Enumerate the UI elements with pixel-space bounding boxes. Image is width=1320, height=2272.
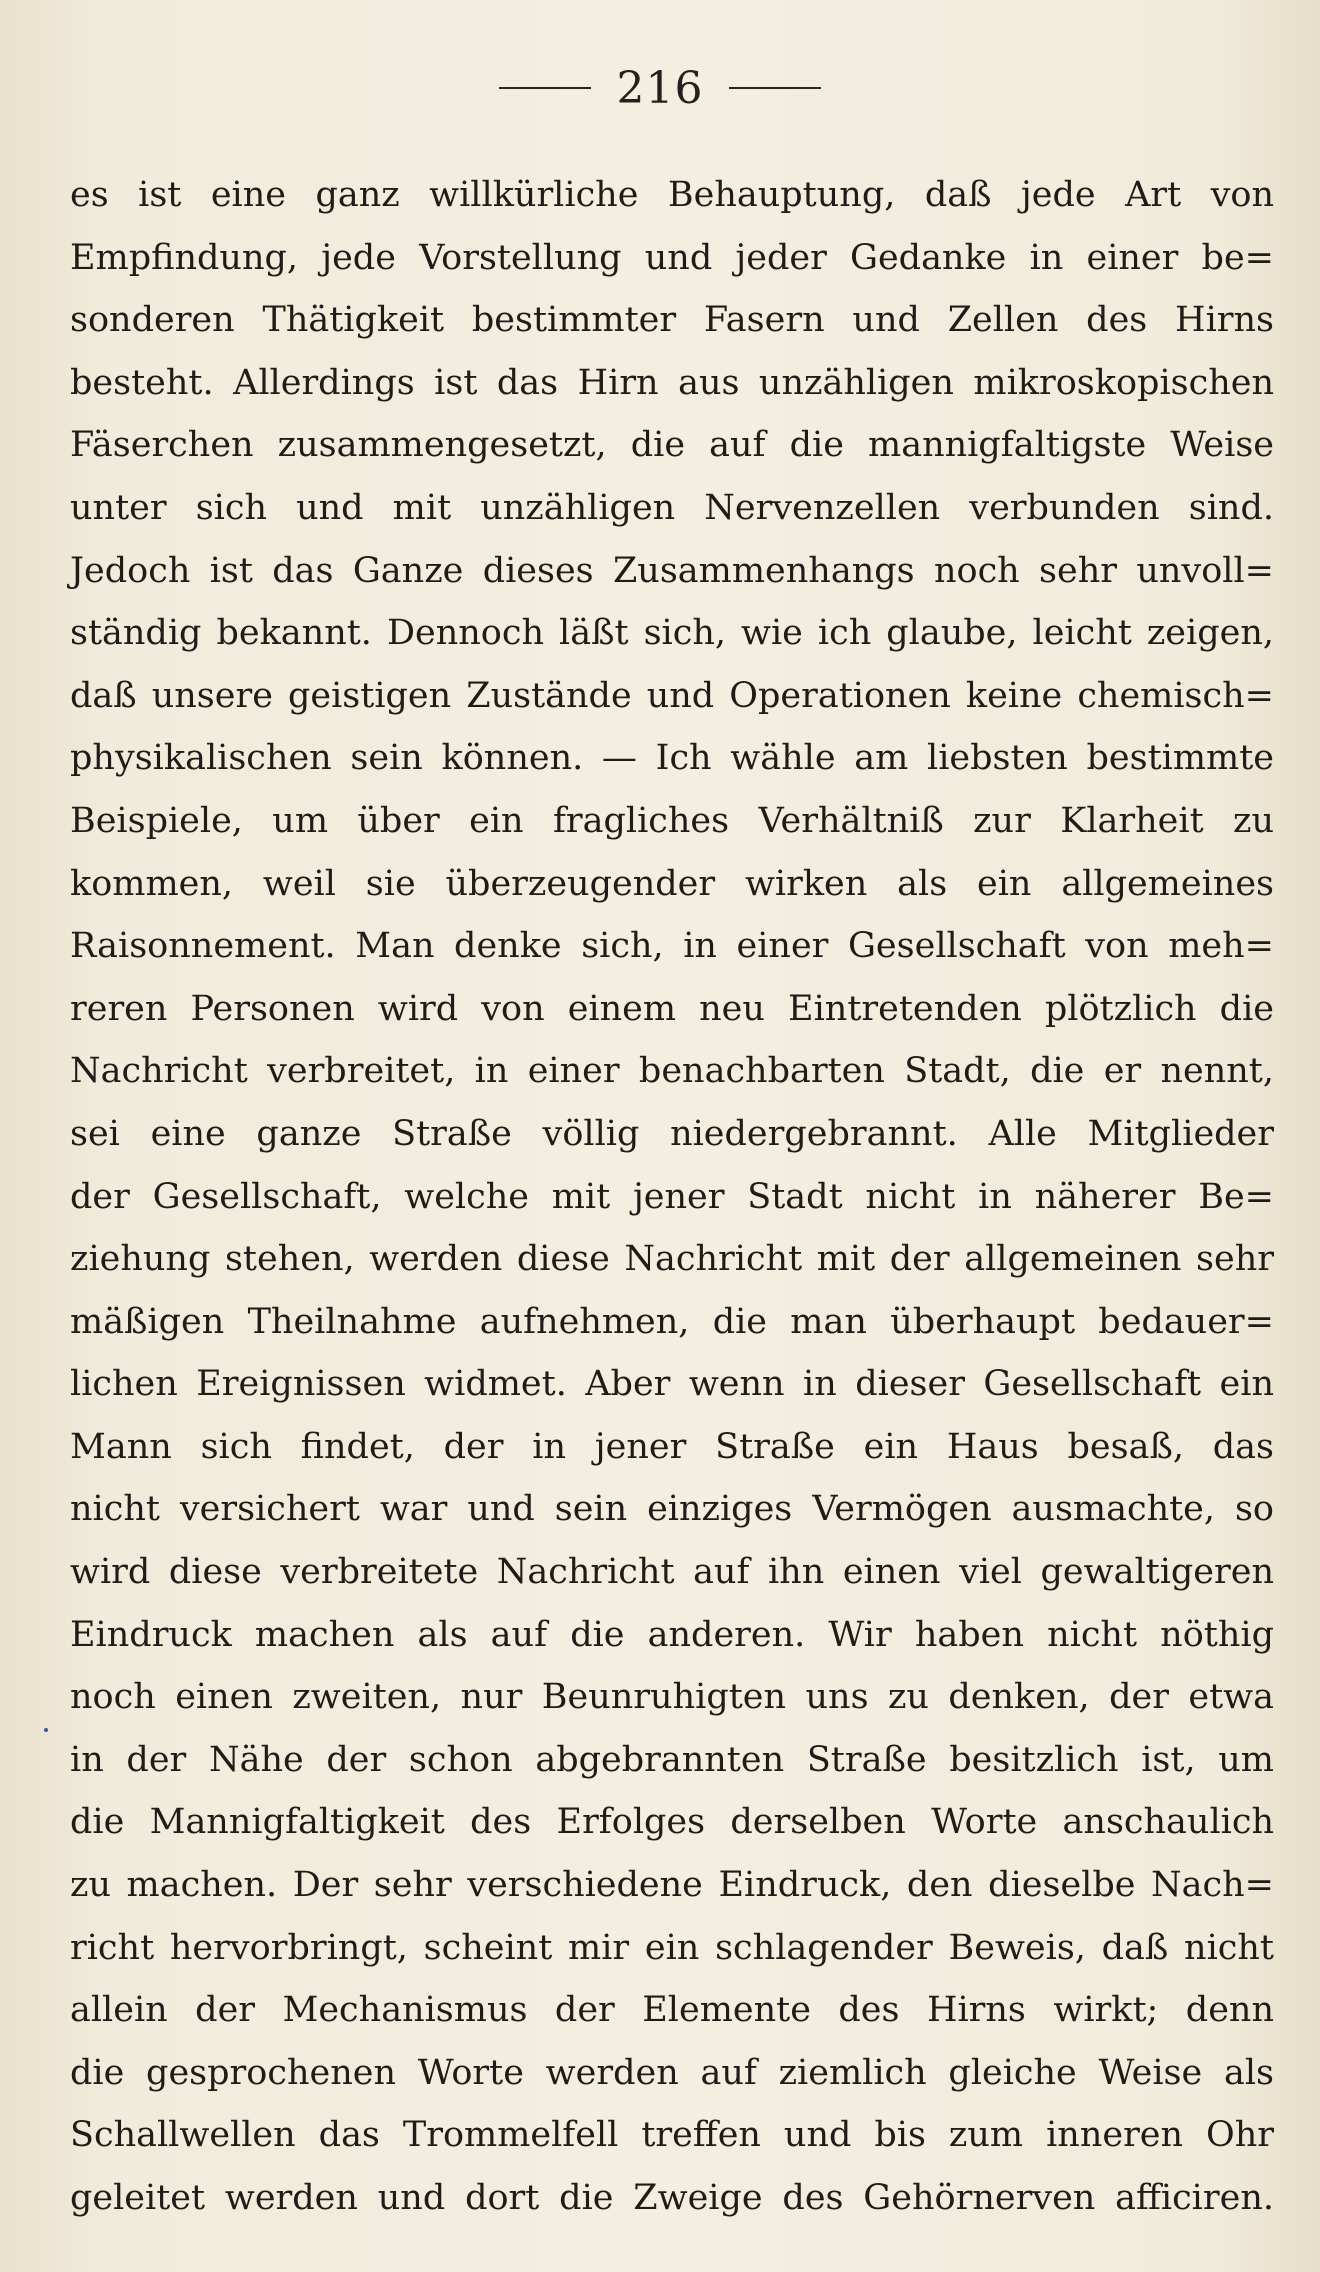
text-line: reren Personen wird von einem neu Eintretenden plötzlich die bbox=[70, 988, 1274, 1029]
text-line: die gesprochenen Worte werden auf ziemlich gleiche Weise als bbox=[70, 2052, 1274, 2093]
ink-speck bbox=[44, 1728, 48, 1732]
text-line: Nachricht verbreitet, in einer benachbarten Stadt, die er nennt, bbox=[70, 1051, 1274, 1092]
text-line: Mann sich findet, der in jener Straße ein Haus besaß, das bbox=[70, 1426, 1274, 1467]
text-line: unter sich und mit unzähligen Nervenzellen verbunden sind. bbox=[70, 487, 1274, 528]
text-line: in der Nähe der schon abgebrannten Straße besitzlich ist, um bbox=[70, 1739, 1274, 1780]
text-line: Empfindung, jede Vorstellung und jeder Gedanke in einer be= bbox=[70, 237, 1274, 278]
text-line: ständig bekannt. Dennoch läßt sich, wie ich glaube, leicht zeigen, bbox=[70, 613, 1274, 654]
text-line: ziehung stehen, werden diese Nachricht mit der allgemeinen sehr bbox=[70, 1239, 1274, 1280]
text-line: Eindruck machen als auf die anderen. Wir haben nicht nöthig bbox=[70, 1614, 1274, 1655]
text-line: es ist eine ganz willkürliche Behauptung, daß jede Art von bbox=[70, 175, 1274, 215]
text-line: daß unsere geistigen Zustände und Operationen keine chemisch= bbox=[70, 675, 1274, 716]
text-line: kommen, weil sie überzeugender wirken als ein allgemeines bbox=[70, 863, 1274, 904]
text-line: geleitet werden und dort die Zweige des Gehörnerven afficiren. bbox=[70, 2178, 1274, 2218]
text-line: physikalischen sein können. — Ich wähle am liebsten bestimmte bbox=[70, 738, 1274, 779]
body-paragraph bbox=[70, 164, 1274, 2230]
text-line: zu machen. Der sehr verschiedene Eindruck, den dieselbe Nach= bbox=[70, 1865, 1274, 1906]
text-line: richt hervorbringt, scheint mir ein schlagender Beweis, daß nicht bbox=[70, 1927, 1274, 1968]
text-line: die Mannigfaltigkeit des Erfolges derselben Worte anschaulich bbox=[70, 1802, 1274, 1843]
page-number: 216 bbox=[616, 62, 704, 114]
text-line: besteht. Allerdings ist das Hirn aus unzähligen mikroskopischen bbox=[70, 362, 1274, 403]
text-line: Jedoch ist das Ganze dieses Zusammenhangs noch sehr unvoll= bbox=[70, 550, 1274, 591]
text-line: Beispiele, um über ein fragliches Verhältniß zur Klarheit zu bbox=[70, 800, 1274, 841]
text-line: nicht versichert war und sein einziges Vermögen ausmachte, so bbox=[70, 1489, 1274, 1530]
header-rule-right bbox=[729, 87, 821, 89]
text-line: mäßigen Theilnahme aufnehmen, die man überhaupt bedauer= bbox=[70, 1301, 1274, 1342]
text-line: allein der Mechanismus der Elemente des Hirns wirkt; denn bbox=[70, 1990, 1274, 2031]
header-rule-left bbox=[499, 87, 591, 89]
text-line: wird diese verbreitete Nachricht auf ihn einen viel gewaltigeren bbox=[70, 1552, 1274, 1593]
text-line: der Gesellschaft, welche mit jener Stadt nicht in näherer Be= bbox=[70, 1176, 1274, 1217]
text-line: lichen Ereignissen widmet. Aber wenn in dieser Gesellschaft ein bbox=[70, 1364, 1274, 1405]
text-line: noch einen zweiten, nur Beunruhigten uns zu denken, der etwa bbox=[70, 1677, 1274, 1718]
text-line: Schallwellen das Trommelfell treffen und bis zum inneren Ohr bbox=[70, 2115, 1274, 2156]
text-line: Fäserchen zusammengesetzt, die auf die mannigfaltigste Weise bbox=[70, 425, 1274, 466]
text-line: Raisonnement. Man denke sich, in einer Gesellschaft von meh= bbox=[70, 926, 1274, 967]
page-header bbox=[0, 58, 1320, 118]
text-line: sonderen Thätigkeit bestimmter Fasern und Zellen des Hirns bbox=[70, 300, 1274, 341]
text-line: sei eine ganze Straße völlig niedergebrannt. Alle Mitglieder bbox=[70, 1113, 1274, 1154]
